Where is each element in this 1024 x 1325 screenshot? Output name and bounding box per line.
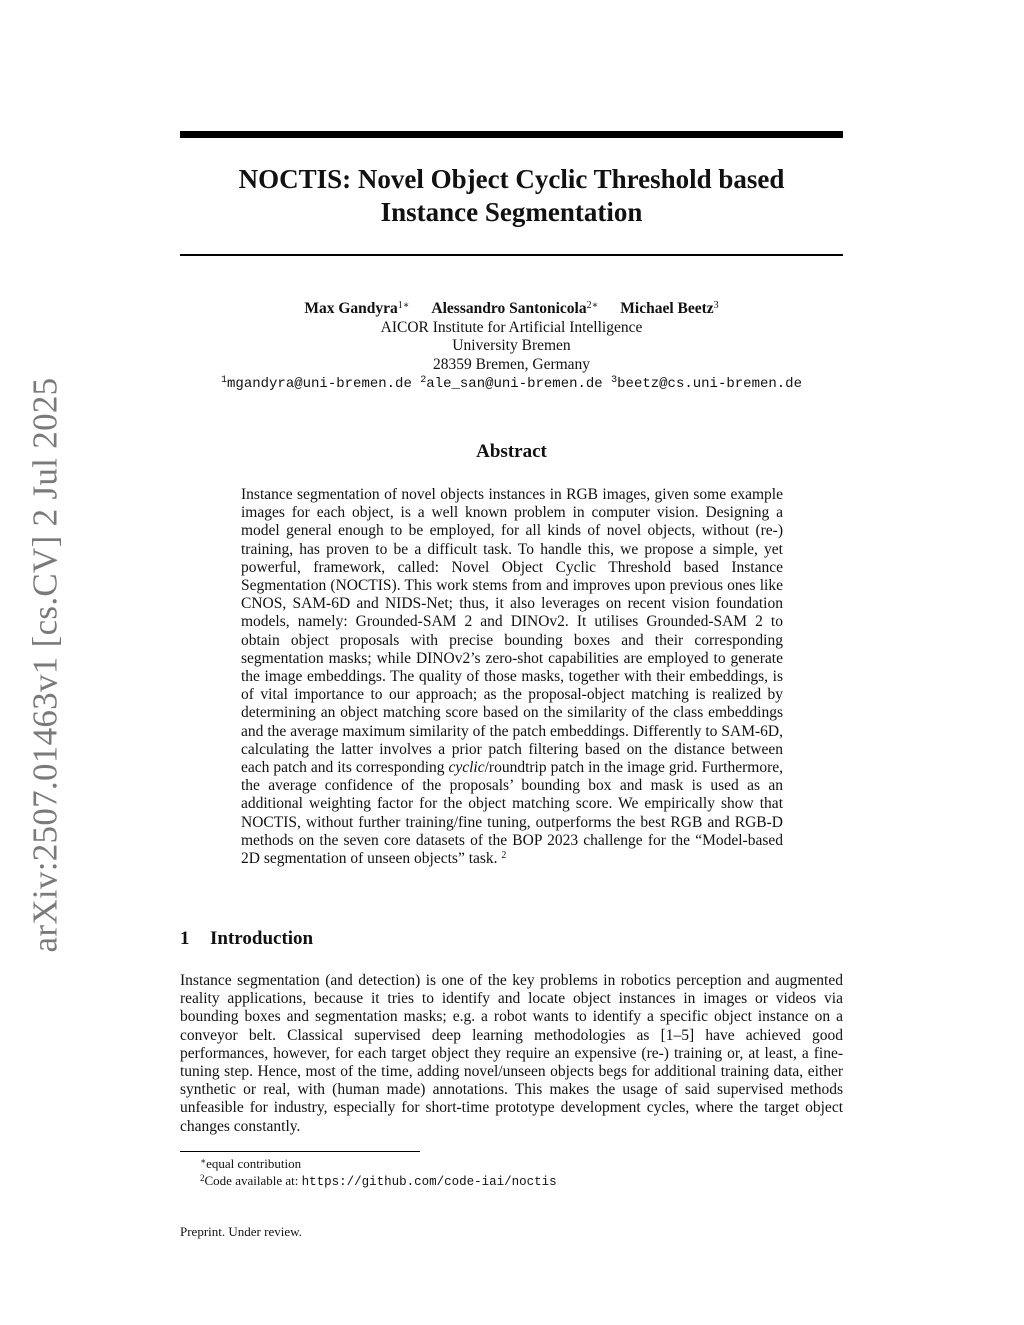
footnote-rule bbox=[180, 1151, 420, 1152]
section-number: 1 bbox=[180, 928, 190, 949]
footnote-equal-contribution: ∗equal contribution bbox=[200, 1156, 302, 1171]
affiliation-address: 28359 Bremen, Germany bbox=[432, 355, 591, 373]
title-top-rule bbox=[180, 131, 843, 138]
arxiv-identifier-stamp bbox=[25, 377, 65, 953]
code-url-link[interactable]: https://github.com/code-iai/noctis bbox=[301, 1175, 557, 1189]
abstract-body: Instance segmentation of novel objects instances in RGB images, given some example images for each object, is a well known problem in computer vision. Designing a model general enough to be employed, for all kinds of novel objects, without (re-) training, has proven to be a difficult task. To handle this, we propose a simple, yet powerful, framework, called: Novel Object Cyclic Threshold based Instance Segmentation (NOCTIS). This work stems from and improves upon previous ones like CNOS, SAM-6D and NIDS-Net; thus, it also leverages on recent vision foundation models, namely: Grounded-SAM 2 and DINOv2. It utilises Grounded-SAM 2 to obtain object proposals with precise bounding boxes and their corresponding segmentation masks; while DINOv2’s zero-shot capabilities are employed to generate the image embeddings. The quality of those masks, together with their embeddings, is of vital importance to our approach; as the proposal-object matching is realized by determining an object matching score based on the similarity of the class embeddings and the average maximum similarity of the patch embeddings. Differently to SAM-6D, calculating the latter involves a prior patch filtering based on the distance between each patch and its corresponding cyclic/roundtrip patch in the image grid. Furthermore, the average confidence of the proposals’ bounding box and mask is used as an additional weighting factor for the object matching score. We empirically show that NOCTIS, without further training/fine tuning, outperforms the best RGB and RGB-D methods on the seven core datasets of the BOP 2023 challenge for the “Model-based 2D segmentation of unseen objects” task. $^2$ bbox=[241, 486, 783, 868]
email-1[interactable]: mgandyra@uni-bremen.de bbox=[227, 376, 412, 392]
arxiv-identifier-text: arXiv:2507.01463v1 [cs.CV] 2 Jul 2025 bbox=[25, 377, 65, 953]
abstract-footnote-mark[interactable]: 2 bbox=[501, 850, 507, 862]
affiliation-university: University Bremen bbox=[452, 337, 571, 354]
introduction-body bbox=[180, 972, 843, 1136]
email-3[interactable]: beetz@cs.uni-bremen.de bbox=[617, 376, 802, 392]
abstract-heading: Abstract bbox=[476, 441, 547, 462]
affiliation-institute: AICOR Institute for Artificial Intelligence bbox=[380, 318, 643, 336]
section-heading-introduction bbox=[180, 928, 843, 950]
preprint-footer: Preprint. Under review. bbox=[180, 1224, 302, 1239]
author-block bbox=[180, 300, 843, 394]
section-title: Introduction bbox=[210, 928, 314, 949]
email-2[interactable]: ale_san@uni-bremen.de bbox=[426, 376, 603, 392]
author-1: Max Gandyra$^{1∗}$ bbox=[304, 300, 410, 317]
footnote-code-link: $^2$Code available at: https://github.com/code-iai/noctis bbox=[200, 1173, 557, 1189]
title-bottom-rule bbox=[180, 254, 843, 256]
footnotes bbox=[200, 1155, 840, 1191]
author-2: Alessandro Santonicola$^{2∗}$ bbox=[431, 300, 599, 317]
title-line-1: NOCTIS: Novel Object Cyclic Threshold based bbox=[238, 164, 785, 194]
abstract-italic-word: cyclic bbox=[448, 759, 485, 777]
title-line-2: Instance Segmentation bbox=[380, 197, 643, 227]
author-list bbox=[180, 300, 843, 319]
introduction-paragraph: Instance segmentation (and detection) is one of the key problems in robotics perception and augmented reality applications, because it tries to identify and locate object instances in images or videos via bounding boxes and segmentation masks; e.g. a robot wants to identify a specific object instance on a conveyor belt. Classical supervised deep learning methodologies as [1–5] have achieved good performances, however, for each target object they require an expensive (re-) training or, at least, a fine-tuning step. Hence, most of the time, adding novel/unseen objects begs for additional training data, either synthetic or real, with (human made) annotations. This makes the usage of said supervised methods unfeasible for industry, especially for short-time prototype development cycles, where the target object changes constantly. bbox=[180, 972, 843, 1135]
paper-title bbox=[180, 163, 843, 229]
author-3: Michael Beetz$^3$ bbox=[620, 300, 719, 317]
author-emails: $^1$mgandyra@uni-bremen.de $^2$ale_san@uni-bremen.de $^3$beetz@cs.uni-bremen.de bbox=[221, 375, 802, 392]
